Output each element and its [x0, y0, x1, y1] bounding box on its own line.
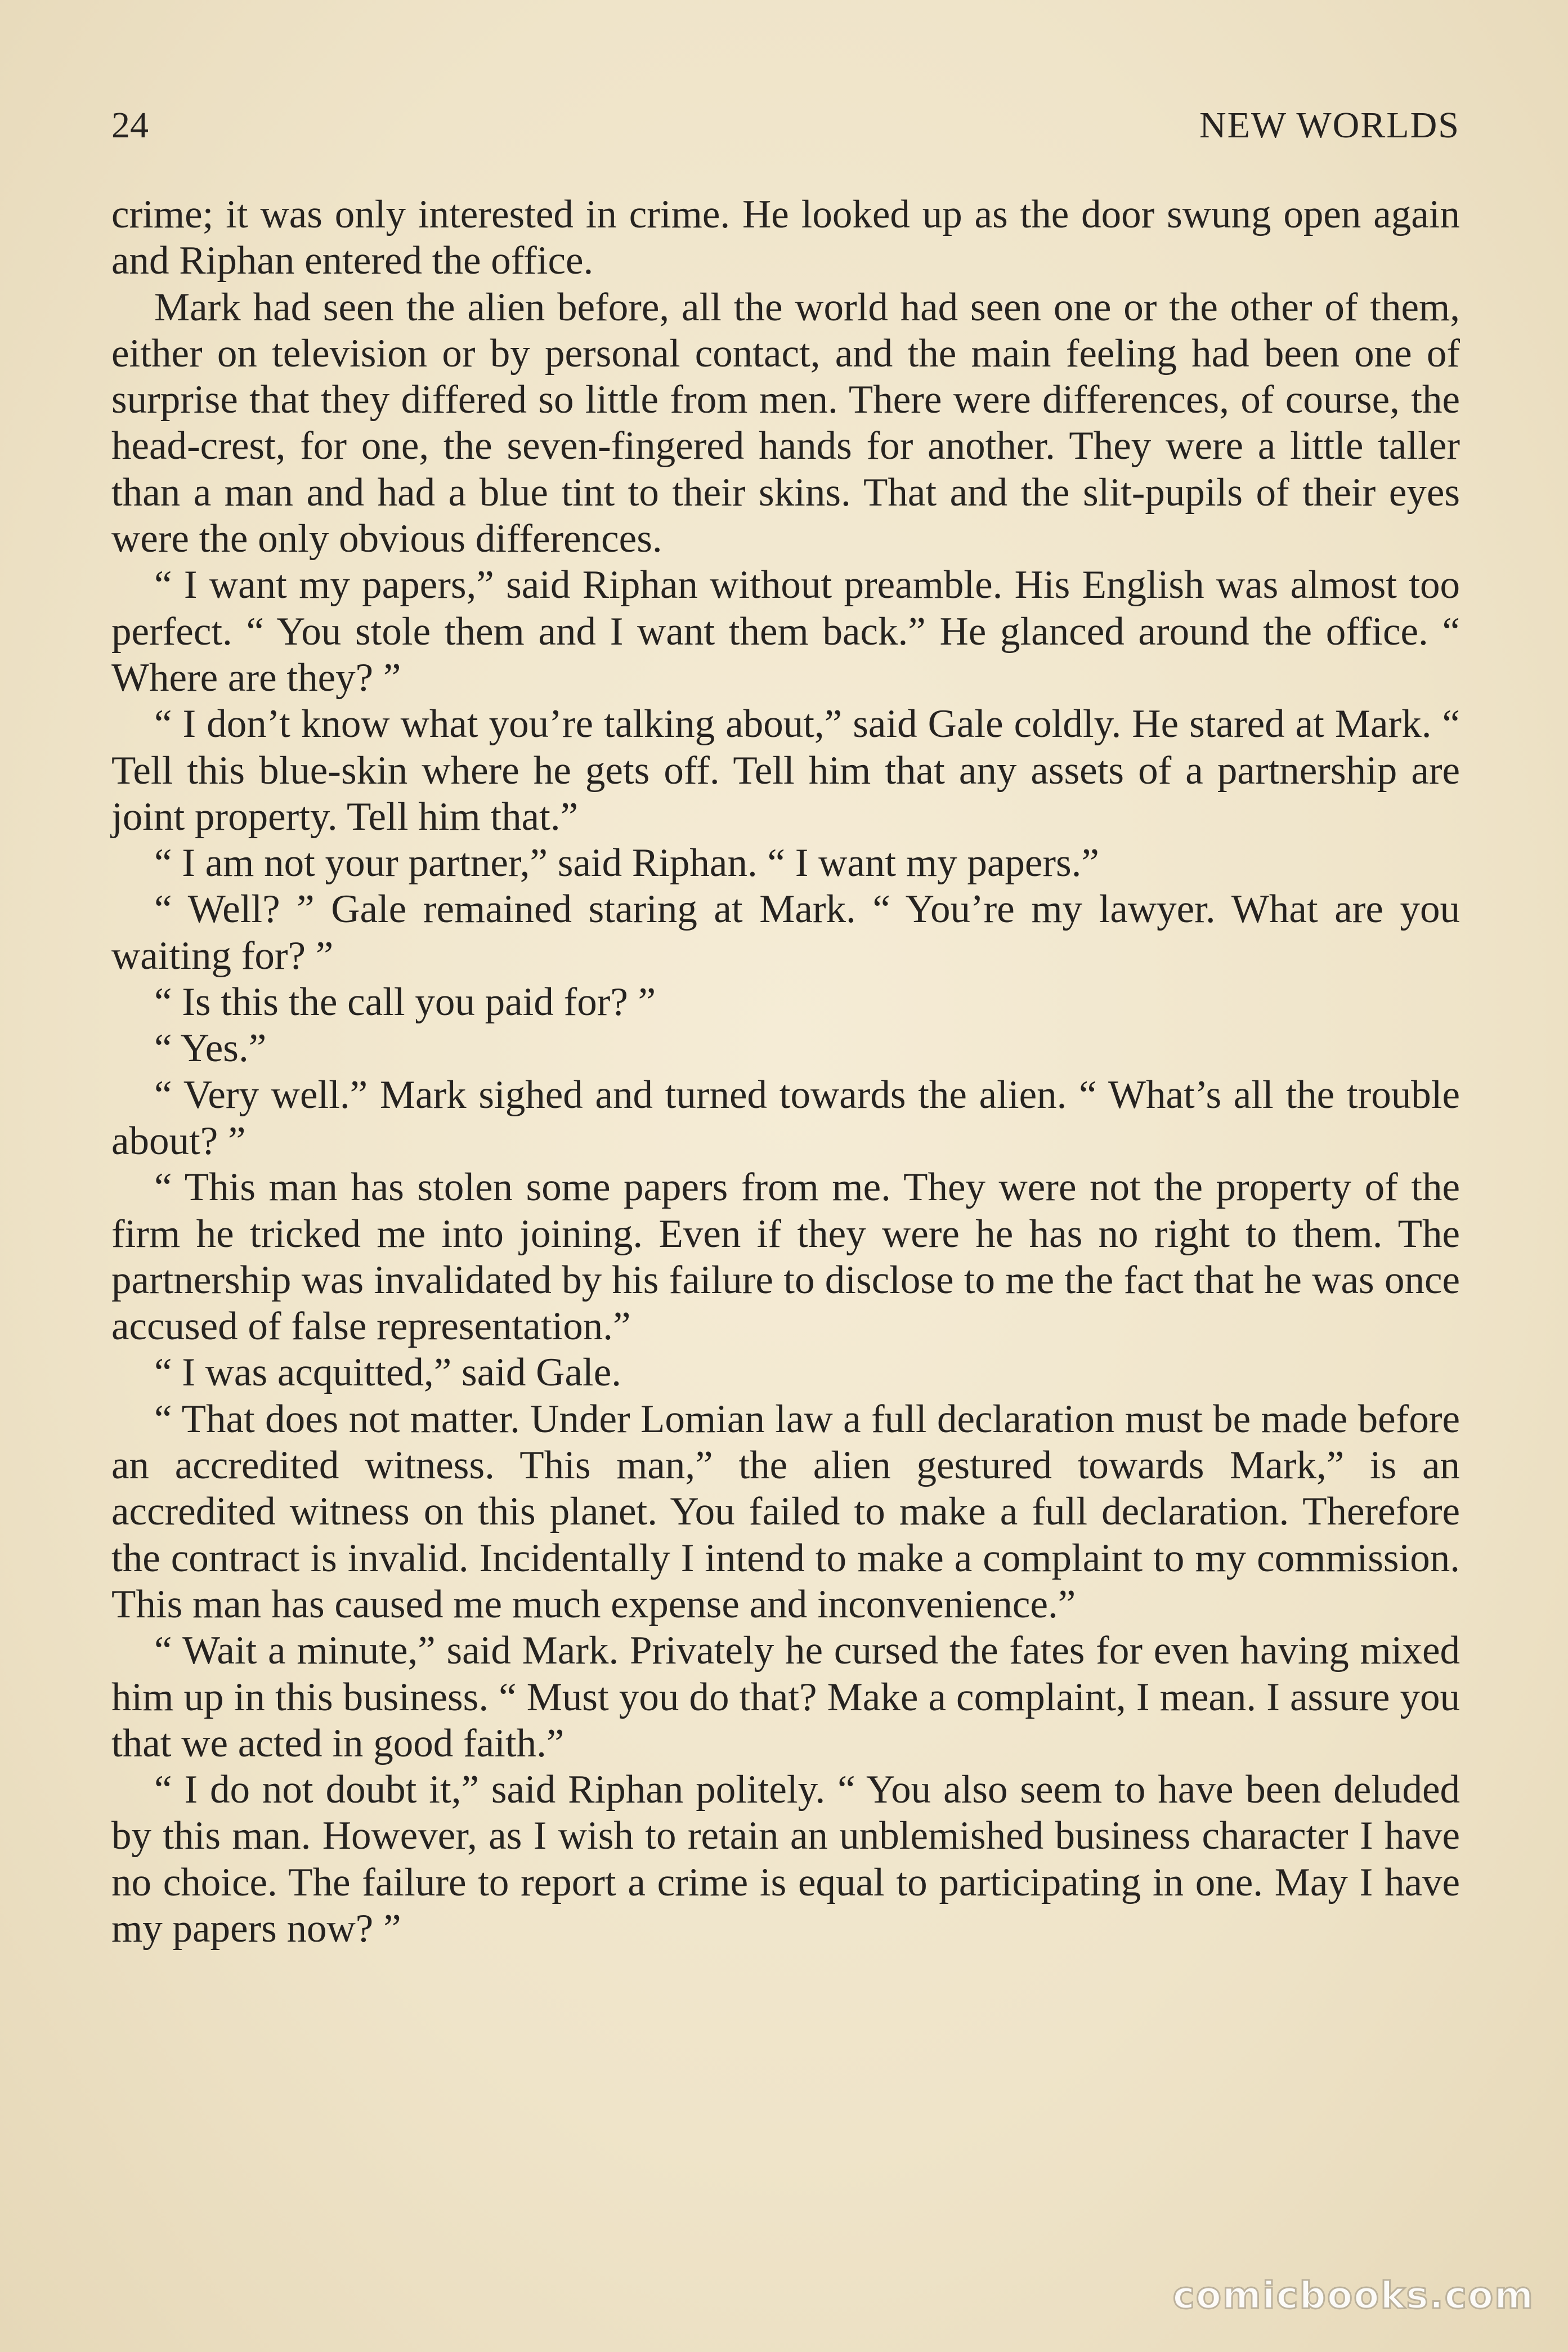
paragraph: “ This man has stolen some papers from me. They were not the property of the firm he tricked me into joining. Even if they were he has no right to them. The partnership was invalidated by his failure to disclose to me the fact that he was once accused of false representation.” — [111, 1165, 1460, 1349]
watermark: comicbooks.com — [1172, 2274, 1534, 2317]
paragraph: “ Wait a minute,” said Mark. Privately he cursed the fates for even having mixed him up in this business. “ Must you do that? Make a complaint, I mean. I assure you that we acted in good faith.” — [111, 1629, 1460, 1765]
paragraph: “ Very well.” Mark sighed and turned towards the alien. “ What’s all the trouble about? ” — [111, 1072, 1460, 1163]
paragraph: “ Well? ” Gale remained staring at Mark. “ You’re my lawyer. What are you waiting for? ” — [111, 887, 1460, 978]
paragraph: Mark had seen the alien before, all the world had seen one or the other of them, either on television or by personal contact, and the main feeling had been one of surprise that they differed so little from men. There were differences, of course, the head-crest, for one, the seven-fingered hands for another. They were a little taller than a man and had a blue tint to their skins. That and the slit-pupils of their eyes were the only obvious differences. — [111, 285, 1460, 561]
paragraph: “ I do not doubt it,” said Riphan politely. “ You also seem to have been deluded by this man. However, as I wish to retain an unblemished business character I have no choice. The failure to report a crime is equal to participating in one. May I have my papers now? ” — [111, 1768, 1460, 1951]
paragraph: “ I am not your partner,” said Riphan. “ I want my papers.” — [154, 841, 1099, 886]
paragraph: “ I don’t know what you’re talking about,” said Gale coldly. He stared at Mark. “ Tell this blue-skin where he gets off. Tell him that any assets of a partnership are joint property. Tell him that.” — [111, 702, 1460, 839]
running-head: NEW WORLDS — [1199, 105, 1460, 146]
paragraph: “ Yes.” — [154, 1026, 267, 1071]
paragraph: “ Is this the call you paid for? ” — [154, 980, 656, 1025]
paragraph: “ That does not matter. Under Lomian law a full declaration must be made before an accredited witness. This man,” the alien gestured towards Mark,” is an accredited witness on this planet. You failed to make a full declaration. Therefore the contract is invalid. Incidentally I intend to make a complaint to my commission. This man has caused me much expense and inconvenience.” — [111, 1397, 1460, 1626]
paragraph: “ I want my papers,” said Riphan without preamble. His English was almost too perfect. “ You stole them and I want them back.” He glanced around the office. “ Where are they? ” — [111, 563, 1460, 700]
paragraph: crime; it was only interested in crime. He looked up as the door swung open again and Riphan entered the office. — [111, 193, 1460, 283]
body-text — [111, 191, 1460, 1952]
paragraph: “ I was acquitted,” said Gale. — [154, 1351, 621, 1395]
page-number: 24 — [111, 105, 149, 146]
page-header — [111, 100, 1460, 151]
